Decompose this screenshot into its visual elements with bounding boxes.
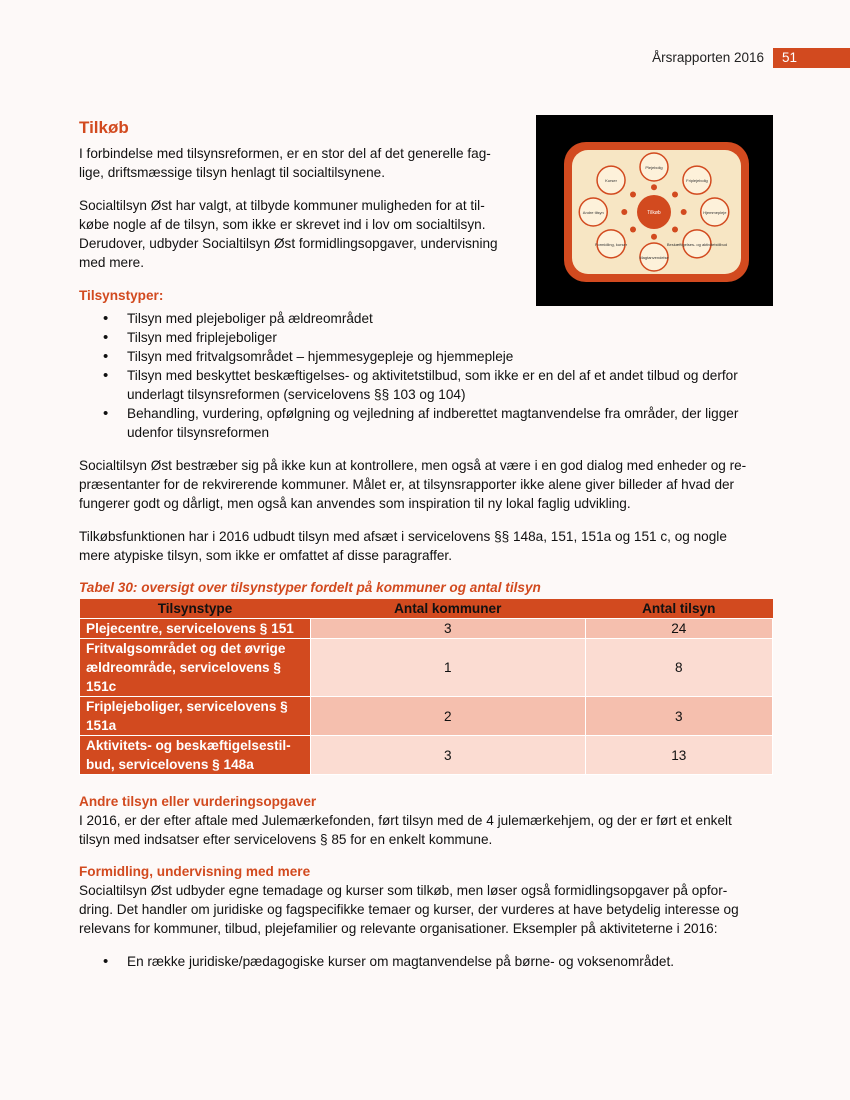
diagram-node-label: Beskæftigelses- og aktivitetstilbud	[666, 241, 728, 247]
intro-paragraph	[79, 144, 519, 182]
column-header: Antal tilsyn	[585, 599, 773, 619]
list-item: • Behandling, vurdering, opfølgning og vejledning af indberettet magtanvendelse fra områder, der ligger udenfor tilsynsreformen	[79, 404, 773, 442]
text-line: Socialtilsyn Øst udbyder egne temadage og kurser som tilkøb, men løser også formidlingsopgaver på opfor-	[79, 883, 728, 898]
offer-paragraph	[79, 527, 773, 565]
row-label: Fritvalgsområdet og det øvrige ældreområde, servicelovens § 151c	[80, 639, 311, 697]
option-paragraph	[79, 196, 519, 272]
cell-kommuner: 1	[311, 639, 586, 697]
formidling-heading: Formidling, undervisning med mere	[79, 864, 311, 879]
formidling-paragraph	[79, 881, 773, 938]
text-line: Socialtilsyn Øst har valgt, at tilbyde kommuner muligheden for at til-	[79, 198, 485, 213]
diagram-node-label: Andre tilsyn	[582, 210, 604, 215]
text-line: med mere.	[79, 255, 144, 270]
column-header: Antal kommuner	[311, 599, 586, 619]
cell-kommuner: 3	[311, 619, 586, 639]
page-number: 51	[773, 48, 850, 68]
text-line: Socialtilsyn Øst bestræber sig på ikke kun at kontrollere, men også at være i en god dialog med enheder og re-	[79, 458, 747, 473]
row-label: Friplejeboliger, servicelovens § 151a	[80, 697, 311, 736]
diagram-node-label: Formidling, kurser	[595, 241, 628, 247]
types-heading: Tilsynstyper:	[79, 288, 164, 303]
text-line: lige, driftsmæssige tilsyn henlagt til socialtilsynene.	[79, 165, 385, 180]
cell-tilsyn: 24	[585, 619, 773, 639]
diagram-node-label: Hjemmepleje	[703, 210, 727, 215]
text-line: mere atypiske tilsyn, som ikke er omfattet af disse paragraffer.	[79, 548, 452, 563]
main-content	[79, 116, 773, 971]
diagram-node-label: Magtanvendelse	[639, 255, 669, 260]
list-item: • Tilsyn med friplejeboliger	[79, 328, 773, 347]
cell-kommuner: 3	[311, 736, 586, 775]
list-item: • Tilsyn med beskyttet beskæftigelses- og aktivitetstilbud, som ikke er en del af et andet tilbud og derfor underlagt tilsynsreformen (servicelovens §§ 103 og 104)	[79, 366, 773, 404]
text-line: købe nogle af de tilsyn, som ikke er skrevet ind i lov om socialtilsyn.	[79, 217, 486, 232]
types-list	[79, 309, 773, 442]
text-line: dring. Det handler om juridiske og fagspecifikke temaer og kurser, der vurderes at have betydelig interesse og	[79, 902, 739, 917]
list-item: • En række juridiske/pædagogiske kurser om magtanvendelse på børne- og voksenområdet.	[79, 952, 773, 971]
list-item: • Tilsyn med fritvalgsområdet – hjemmesygepleje og hjemmepleje	[79, 347, 773, 366]
diagram-node-label: Friplejebolig	[686, 178, 708, 184]
table-row	[80, 697, 773, 736]
text-line: I forbindelse med tilsynsreformen, er en stor del af det generelle fag-	[79, 146, 491, 161]
row-label: Plejecentre, servicelovens § 151	[80, 619, 311, 639]
text-line: fungerer godt og dårligt, men også kan anvendes som inspiration til ny lokal faglig udvikling.	[79, 496, 631, 511]
cell-tilsyn: 13	[585, 736, 773, 775]
text-line: præsentanter for de rekvirerende kommuner. Målet er, at tilsynsrapporter ikke alene giver billeder af hvad der	[79, 477, 735, 492]
column-header: Tilsynstype	[80, 599, 311, 619]
table-caption: Tabel 30: oversigt over tilsynstyper fordelt på kommuner og antal tilsyn	[79, 580, 541, 595]
list-item: • Tilsyn med plejeboliger på ældreområdet	[79, 309, 773, 328]
report-title: Årsrapporten 2016	[652, 50, 764, 65]
cell-tilsyn: 3	[585, 697, 773, 736]
table-row	[80, 619, 773, 639]
table-row	[80, 639, 773, 697]
diagram-center-label: Tilkøb	[647, 210, 661, 216]
andre-heading: Andre tilsyn eller vurderingsopgaver	[79, 794, 317, 809]
formidling-list	[79, 952, 773, 971]
andre-paragraph	[79, 811, 773, 849]
text-line: I 2016, er der efter aftale med Julemærkefonden, ført tilsyn med de 4 julemærkehjem, og der er ført et enkelt	[79, 813, 732, 828]
table-header-row	[80, 599, 773, 619]
diagram-node-label: Kurser	[605, 178, 617, 184]
text-line: relevans for kommuner, tilbud, plejefamilier og relevante organisationer. Eksempler på aktiviteterne i 2016:	[79, 921, 718, 936]
row-label: Aktivitets- og beskæftigelsestil- bud, servicelovens § 148a	[80, 736, 311, 775]
diagram-node-label: Plejebolig	[645, 165, 663, 170]
text-line: Tilkøbsfunktionen har i 2016 udbudt tilsyn med afsæt i servicelovens §§ 148a, 151, 151a og 151 c, og nogle	[79, 529, 727, 544]
cell-kommuner: 2	[311, 697, 586, 736]
table-row	[80, 736, 773, 775]
text-line: tilsyn med indsatser efter servicelovens § 85 for en enkelt kommune.	[79, 832, 493, 847]
text-line: Derudover, udbyder Socialtilsyn Øst formidlingsopgaver, undervisning	[79, 236, 498, 251]
cell-tilsyn: 8	[585, 639, 773, 697]
page-header	[0, 48, 850, 68]
dialog-paragraph	[79, 456, 773, 513]
tilsyn-table	[79, 599, 773, 775]
section-title: Tilkøb	[79, 118, 129, 137]
